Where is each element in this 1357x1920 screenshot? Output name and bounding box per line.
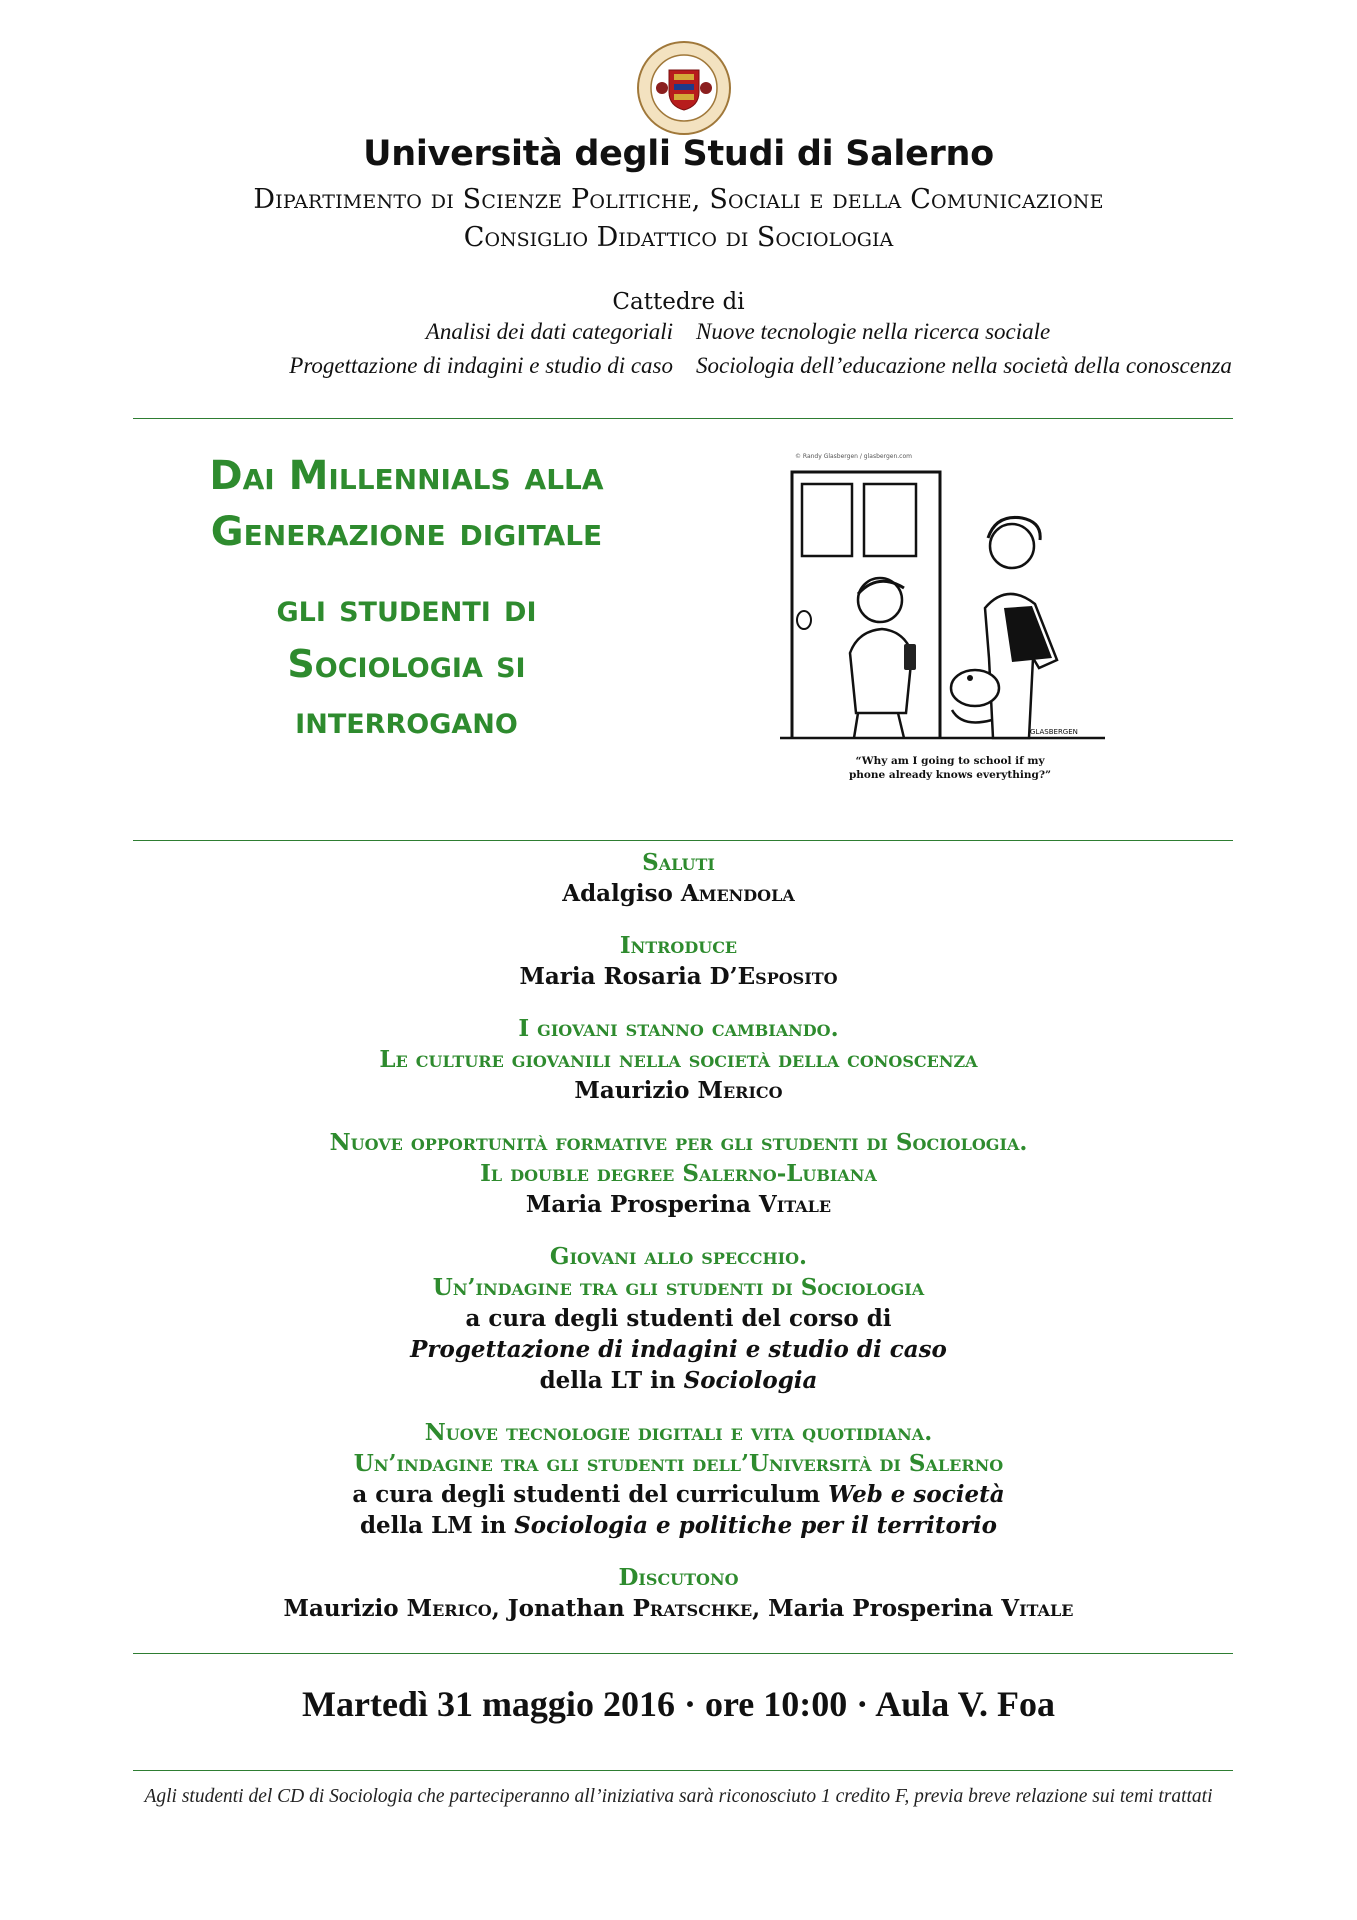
program-talk-1 — [0, 1013, 1357, 1106]
talk-title: Nuove opportunità formative per gli studenti di Sociologia. — [329, 1129, 1028, 1156]
speaker-last-name: Merico — [406, 1595, 492, 1622]
degree-name: Sociologia e politiche per il territorio — [514, 1512, 998, 1539]
subtitle-line: interrogano — [295, 698, 518, 742]
talk-title: Un’indagine tra gli studenti dell’Università di Salerno — [353, 1450, 1004, 1477]
cartoon-illustration — [780, 448, 1120, 784]
department-name: Dipartimento di Scienze Politiche, Sociali e della Comunicazione — [253, 184, 1104, 215]
curriculum-name: Web e società — [828, 1481, 1005, 1508]
university-seal-logo — [636, 40, 732, 136]
cattedre-label: Cattedre di — [612, 289, 745, 315]
university-name: Università degli Studi di Salerno — [363, 134, 994, 174]
speaker-first-name: Maria Prosperina — [768, 1595, 994, 1622]
program-discutono: Discutono Maurizio Merico, Jonathan Pratschke, Maria Prosperina Vitale — [0, 1562, 1357, 1624]
talk-detail: della LM in — [359, 1512, 507, 1539]
talk-title: I giovani stanno cambiando. — [518, 1015, 839, 1042]
title-line: Dai Millennials alla — [209, 453, 604, 499]
divider — [133, 1770, 1233, 1771]
subtitle-line: Sociologia si — [287, 642, 526, 686]
section-label: Saluti — [642, 849, 715, 876]
speaker-last-name: Amendola — [680, 880, 795, 907]
program-talk-3 — [0, 1241, 1357, 1396]
council-name: Consiglio Didattico di Sociologia — [463, 222, 894, 253]
event-title — [133, 448, 680, 560]
program-saluti — [0, 847, 1357, 909]
event-subtitle — [133, 580, 680, 748]
talk-detail: a cura degli studenti del corso di — [465, 1305, 892, 1332]
speaker-last-name: Vitale — [758, 1191, 832, 1218]
cattedra-item: Nuove tecnologie nella ricerca sociale — [696, 319, 1051, 344]
speaker-first-name: Maurizio — [283, 1595, 399, 1622]
speaker-last-name: D’Esposito — [709, 963, 838, 990]
cartoon-caption: “Why am I going to school if my — [855, 755, 1045, 767]
divider — [133, 1653, 1233, 1654]
speaker-first-name: Maria Rosaria — [519, 963, 702, 990]
section-label: Discutono — [618, 1564, 739, 1591]
talk-detail: della LT in — [539, 1367, 676, 1394]
speaker-first-name: Adalgiso — [562, 880, 673, 907]
program-talk-4 — [0, 1417, 1357, 1541]
title-line: Generazione digitale — [210, 509, 603, 555]
program-introduce — [0, 930, 1357, 992]
talk-title: Nuove tecnologie digitali e vita quotidiana. — [424, 1419, 933, 1446]
speaker-first-name: Maurizio — [574, 1077, 690, 1104]
talk-title: Le culture giovanili nella società della conoscenza — [379, 1046, 978, 1073]
section-label: Introduce — [619, 932, 738, 959]
talk-title: Il double degree Salerno-Lubiana — [480, 1160, 877, 1187]
divider — [133, 418, 1233, 419]
speaker-first-name: Jonathan — [507, 1595, 625, 1622]
cattedra-item: Sociologia dell’educazione nella società della conoscenza — [696, 353, 1232, 378]
program-talk-2 — [0, 1127, 1357, 1220]
cattedra-item: Analisi dei dati categoriali — [425, 319, 673, 344]
event-date-time-place: Martedì 31 maggio 2016 · ore 10:00 · Aula V. Foa — [302, 1684, 1055, 1724]
speaker-last-name: Vitale — [1001, 1595, 1074, 1622]
cartoon-credit: © Randy Glasbergen / glasbergen.com — [795, 453, 912, 460]
credit-note: Agli studenti del CD di Sociologia che parteciperanno all’iniziativa sarà riconosciuto 1 credito F, previa breve relazione sui temi trattati — [144, 1786, 1213, 1807]
talk-title: Un’indagine tra gli studenti di Sociologia — [432, 1274, 925, 1301]
talk-title: Giovani allo specchio. — [549, 1243, 808, 1270]
degree-name: Sociologia — [683, 1367, 818, 1394]
cartoonist-signature: GLASBERGEN — [1030, 728, 1078, 736]
subtitle-line: gli studenti di — [276, 586, 537, 630]
divider — [133, 840, 1233, 841]
course-name: Progettazione di indagini e studio di caso — [410, 1336, 947, 1363]
speaker-first-name: Maria Prosperina — [525, 1191, 751, 1218]
talk-detail: a cura degli studenti del curriculum — [352, 1481, 821, 1508]
cattedra-item: Progettazione di indagini e studio di caso — [289, 353, 673, 378]
cartoon-caption: phone already knows everything?” — [848, 769, 1052, 781]
speaker-last-name: Merico — [697, 1077, 783, 1104]
speaker-last-name: Pratschke — [632, 1595, 753, 1622]
